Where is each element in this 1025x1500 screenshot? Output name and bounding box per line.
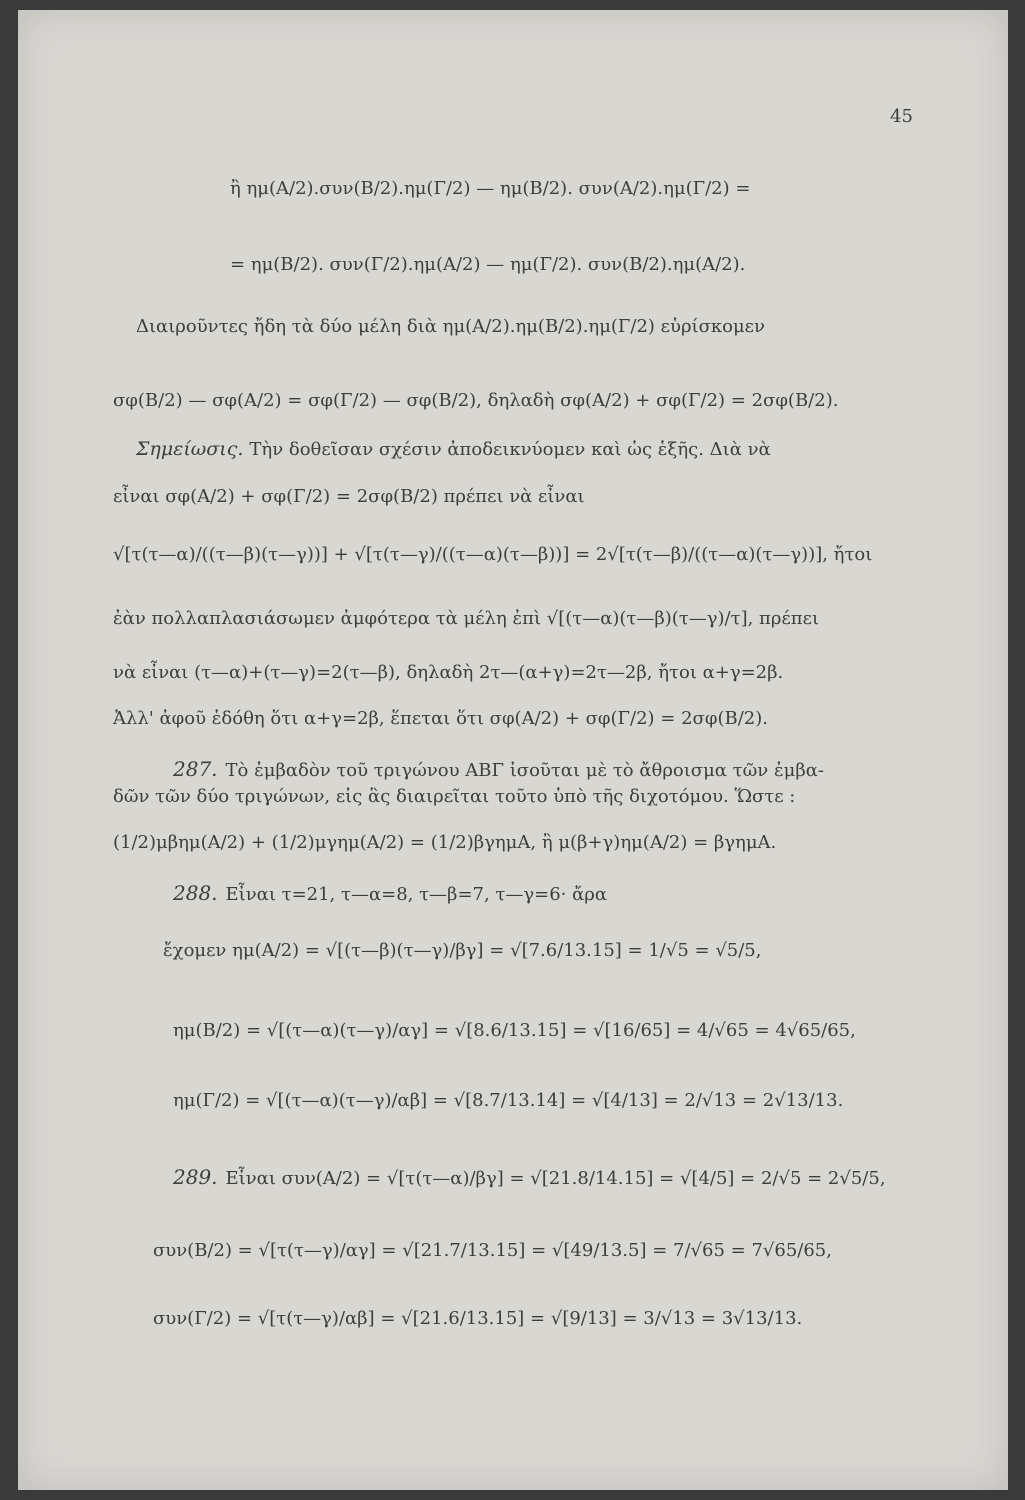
problem-288-line [173, 882, 607, 906]
equation-line: = ημ(B/2). συν(Γ/2).ημ(A/2) — ημ(Γ/2). συν(B/2).ημ(A/2). [230, 254, 746, 275]
problem-number: 287. [173, 757, 218, 781]
problem-number: 288. [173, 881, 218, 905]
equation-line: συν(B/2) = √[τ(τ—γ)/αγ] = √[21.7/13.15] = √[49/13.5] = 7/√65 = 7√65/65, [153, 1240, 832, 1261]
remark-line [136, 438, 771, 461]
book-page [18, 10, 1008, 1490]
page-number: 45 [890, 106, 913, 127]
text-line: νὰ εἶναι (τ—α)+(τ—γ)=2(τ—β), δηλαδὴ 2τ—(α+γ)=2τ—2β, ἤτοι α+γ=2β. [113, 662, 784, 683]
problem-287-line [173, 758, 824, 782]
equation-line: (1/2)μβημ(A/2) + (1/2)μγημ(A/2) = (1/2)βγημA, ἢ μ(β+γ)ημ(A/2) = βγημA. [113, 832, 777, 853]
equation-line: ἔχομεν ημ(A/2) = √[(τ—β)(τ—γ)/βγ] = √[7.6/13.15] = 1/√5 = √5/5, [163, 940, 762, 961]
text-line: δῶν τῶν δύο τριγώνων, εἰς ἃς διαιρεῖται τοῦτο ὑπὸ τῆς διχοτόμου. Ὥστε : [113, 786, 796, 807]
text-line: εἶναι σφ(A/2) + σφ(Γ/2) = 2σφ(B/2) πρέπει νὰ εἶναι [113, 486, 585, 507]
equation-line: ημ(B/2) = √[(τ—α)(τ—γ)/αγ] = √[8.6/13.15] = √[16/65] = 4/√65 = 4√65/65, [173, 1020, 856, 1041]
problem-text: Εἶναι συν(A/2) = √[τ(τ—α)/βγ] = √[21.8/14.15] = √[4/5] = 2/√5 = 2√5/5, [225, 1168, 886, 1189]
equation-line: συν(Γ/2) = √[τ(τ—γ)/αβ] = √[21.6/13.15] = √[9/13] = 3/√13 = 3√13/13. [153, 1308, 803, 1329]
equation-line: √[τ(τ—α)/((τ—β)(τ—γ))] + √[τ(τ—γ)/((τ—α)(τ—β))] = 2√[τ(τ—β)/((τ—α)(τ—γ))], ἤτοι [113, 544, 873, 565]
text-line: Ἀλλ' ἀφοῦ ἐδόθη ὅτι α+γ=2β, ἕπεται ὅτι σφ(A/2) + σφ(Γ/2) = 2σφ(B/2). [113, 708, 768, 729]
equation-line: ημ(Γ/2) = √[(τ—α)(τ—γ)/αβ] = √[8.7/13.14] = √[4/13] = 2/√13 = 2√13/13. [173, 1090, 844, 1111]
text-line: ἐὰν πολλαπλασιάσωμεν ἀμφότερα τὰ μέλη ἐπὶ √[(τ—α)(τ—β)(τ—γ)/τ], πρέπει [113, 608, 819, 629]
remark-label: Σημείωσις. [136, 438, 244, 460]
equation-line: ἢ ημ(A/2).συν(B/2).ημ(Γ/2) — ημ(B/2). συν(A/2).ημ(Γ/2) = [230, 178, 751, 199]
problem-text: Τὸ ἐμβαδὸν τοῦ τριγώνου ΑΒΓ ἰσοῦται μὲ τὸ ἄθροισμα τῶν ἐμβα- [225, 760, 824, 781]
text-line: Διαιροῦντες ἤδη τὰ δύο μέλη διὰ ημ(A/2).ημ(B/2).ημ(Γ/2) εὑρίσκομεν [136, 316, 765, 337]
equation-line: σφ(B/2) — σφ(A/2) = σφ(Γ/2) — σφ(B/2), δηλαδὴ σφ(A/2) + σφ(Γ/2) = 2σφ(B/2). [113, 390, 839, 411]
problem-289-line [173, 1166, 886, 1190]
problem-text: Εἶναι τ=21, τ—α=8, τ—β=7, τ—γ=6· ἄρα [225, 884, 608, 905]
problem-number: 289. [173, 1165, 218, 1189]
remark-text: Τὴν δοθεῖσαν σχέσιν ἀποδεικνύομεν καὶ ὡς ἑξῆς. Διὰ νὰ [249, 439, 771, 460]
